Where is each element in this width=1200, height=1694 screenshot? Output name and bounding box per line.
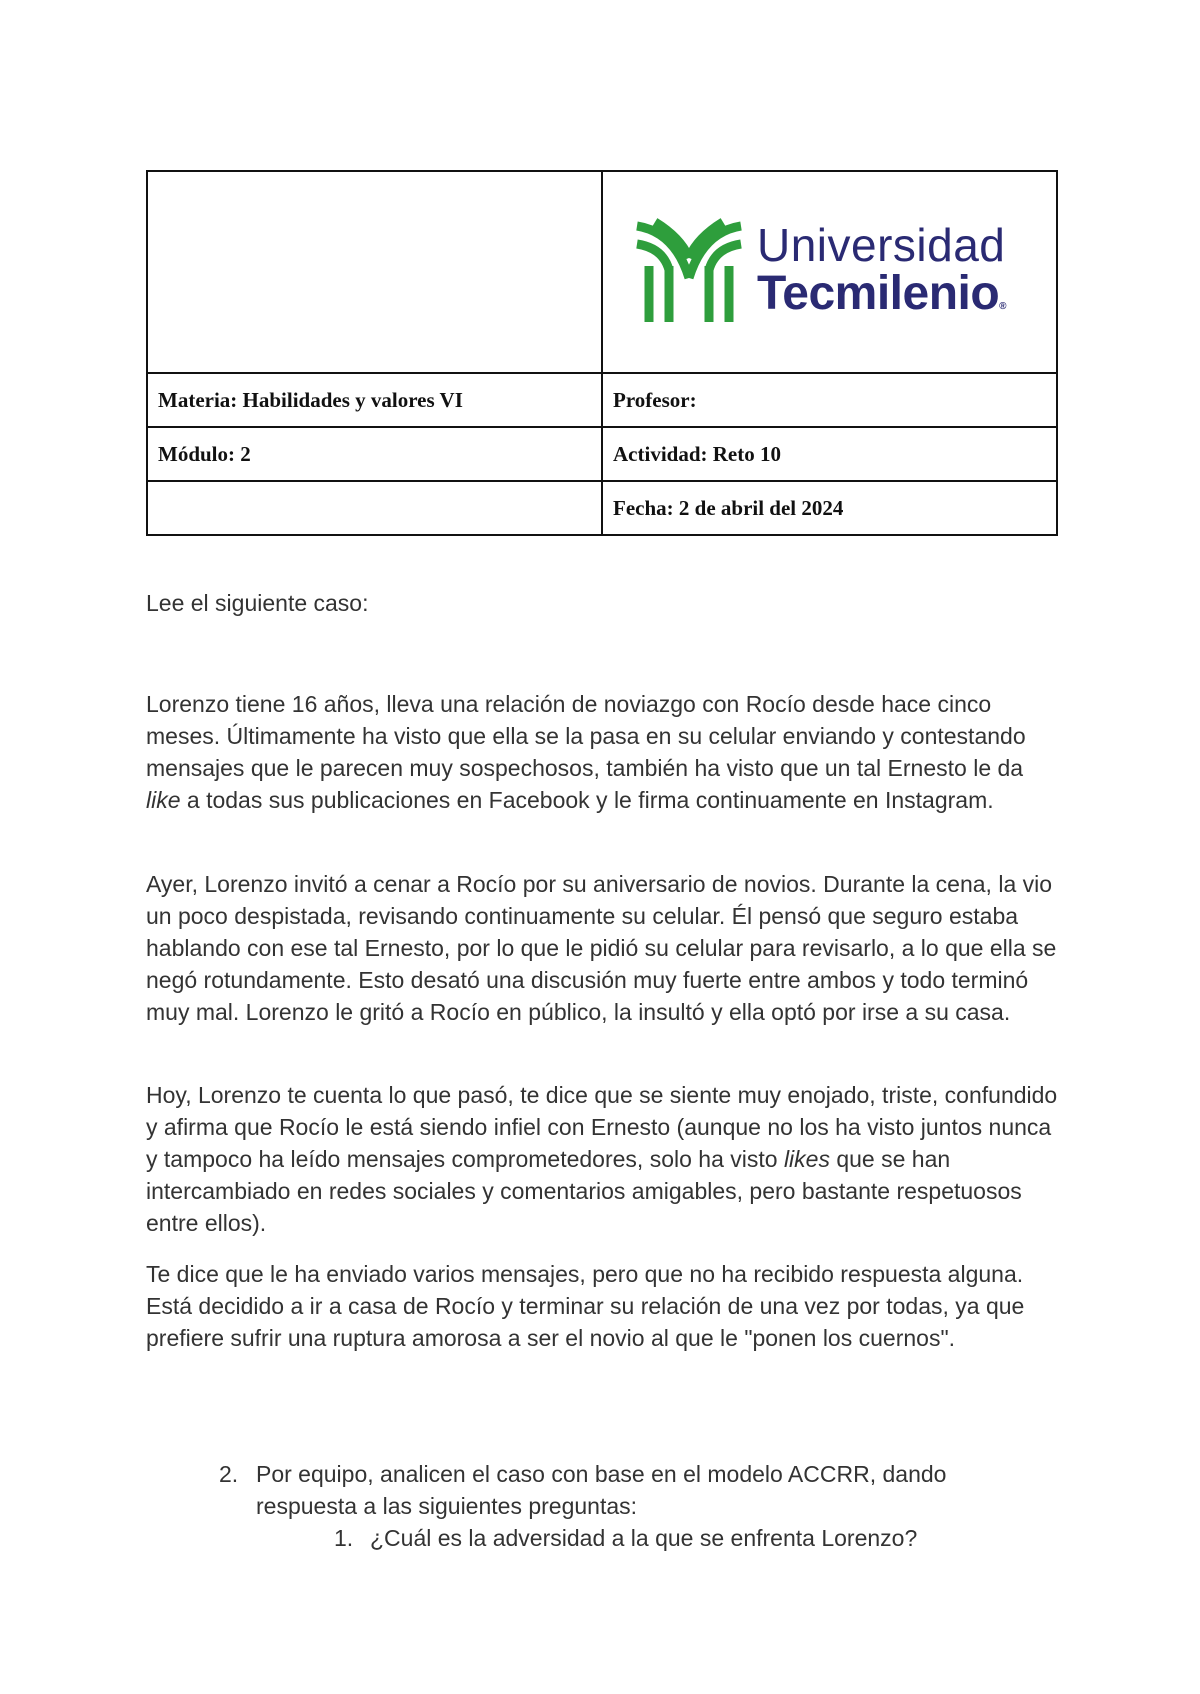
logo-line-universidad: Universidad: [757, 219, 1006, 271]
case-paragraph-2: Ayer, Lorenzo invitó a cenar a Rocío por su aniversario de novios. Durante la cena, la vio un poco despistada, revisando continuamente su celular. Él pensó que seguro estaba hablando con ese tal Ernesto, por lo que le pidió su celular para revisarlo, a lo que ella se negó rotundamente. Esto desató una discusión muy fuerte entre ambos y todo terminó muy mal. Lorenzo le gritó a Rocío en público, la insultó y ella optó por irse a su casa.: [146, 871, 1057, 1025]
trademark-mark: ®: [999, 301, 1007, 312]
p1-text-after: a todas sus publicaciones en Facebook y le firma continuamente en Instagram.: [180, 787, 994, 813]
case-paragraph-3: [146, 1079, 1058, 1239]
logo-tecmilenio-text: Tecmilenio: [757, 267, 1000, 320]
sublist-number-1: 1.: [334, 1525, 354, 1551]
p3-italic-likes: likes: [783, 1146, 830, 1172]
fecha-cell: Fecha: 2 de abril del 2024: [602, 481, 1057, 535]
logo-cell: [602, 171, 1057, 373]
p1-text-before: Lorenzo tiene 16 años, lleva una relación de noviazgo con Rocío desde hace cinco meses. Últimamente ha visto que ella se la pasa en su celular enviando y contestando mensajes que le parecen muy sospechosos, también ha visto que un tal Ernesto le da: [146, 691, 1026, 781]
actividad-cell: Actividad: Reto 10: [602, 427, 1057, 481]
empty-cell: [147, 481, 602, 535]
list-item-instruction: Por equipo, analicen el caso con base en el modelo ACCRR, dando respuesta a las siguientes preguntas:: [256, 1461, 947, 1519]
intro-text: Lee el siguiente caso:: [146, 590, 369, 616]
case-paragraph-1: [146, 688, 1058, 816]
header-table: [146, 170, 1058, 536]
p1-italic-like: like: [146, 787, 181, 813]
sublist-item-question: ¿Cuál es la adversidad a la que se enfrenta Lorenzo?: [370, 1525, 918, 1551]
profesor-cell: Profesor:: [602, 373, 1057, 427]
empty-logo-left-cell: [147, 171, 602, 373]
logo-wordmark: [757, 219, 1007, 320]
list-number-2: 2.: [219, 1461, 239, 1487]
materia-cell: Materia: Habilidades y valores VI: [147, 373, 602, 427]
case-paragraph-4: Te dice que le ha enviado varios mensajes, pero que no ha recibido respuesta alguna. Está decidido a ir a casa de Rocío y terminar su relación de una vez por todas, ya que prefiere sufrir una ruptura amorosa a ser el novio al que le "ponen los cuernos".: [146, 1261, 1025, 1351]
modulo-cell: Módulo: 2: [147, 427, 602, 481]
logo-line-tecmilenio: [757, 267, 1007, 320]
tecmilenio-logo-icon: [635, 218, 743, 322]
p3-text-before: Hoy, Lorenzo te cuenta lo que pasó, te dice que se siente muy enojado, triste, confundido y afirma que Rocío le está siendo infiel con Ernesto (aunque no los ha visto juntos nunca y tampoco ha leído mensajes comprometedores, solo ha visto: [146, 1082, 1058, 1172]
university-logo: [635, 218, 1006, 322]
p3-text-after: que se han intercambiado en redes sociales y comentarios amigables, pero bastante respetuosos entre ellos).: [146, 1146, 1022, 1236]
